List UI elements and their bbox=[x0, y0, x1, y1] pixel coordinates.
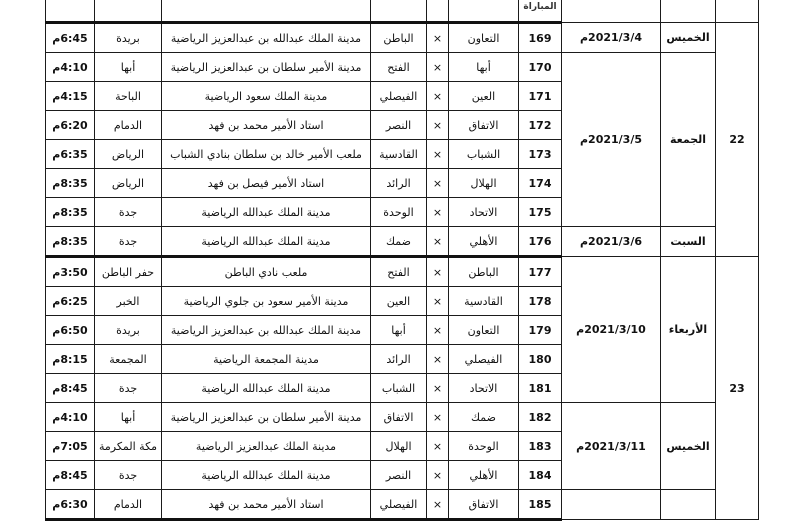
stadium-name: استاد الأمير محمد بن فهد bbox=[162, 490, 371, 520]
home-team: الاتفاق bbox=[449, 111, 519, 140]
match-schedule-table bbox=[45, 0, 759, 521]
versus-icon: × bbox=[427, 287, 449, 316]
kickoff-time: 4:15م bbox=[46, 82, 95, 111]
match-number: 177 bbox=[519, 257, 562, 287]
home-team: الأهلي bbox=[449, 227, 519, 257]
match-number: 175 bbox=[519, 198, 562, 227]
city-name: مكة المكرمة bbox=[95, 432, 162, 461]
match-date: 2021/3/11م bbox=[562, 403, 661, 490]
away-team: الاتفاق bbox=[371, 403, 427, 432]
stadium-name: ملعب نادي الباطن bbox=[162, 257, 371, 287]
versus-icon: × bbox=[427, 140, 449, 169]
versus-icon: × bbox=[427, 374, 449, 403]
stadium-name: مدينة الأمير سلطان بن عبدالعزيز الرياضية bbox=[162, 403, 371, 432]
match-row bbox=[46, 490, 759, 520]
home-team: الوحدة bbox=[449, 432, 519, 461]
day-name: الخميس bbox=[661, 403, 716, 490]
away-team: الفتح bbox=[371, 257, 427, 287]
away-team: الوحدة bbox=[371, 198, 427, 227]
versus-icon: × bbox=[427, 490, 449, 520]
city-name: الرياض bbox=[95, 169, 162, 198]
match-number: 179 bbox=[519, 316, 562, 345]
home-team: أبها bbox=[449, 53, 519, 82]
match-number: 173 bbox=[519, 140, 562, 169]
match-row bbox=[46, 403, 759, 432]
kickoff-time: 4:10م bbox=[46, 53, 95, 82]
stadium-name: استاد الأمير فيصل بن فهد bbox=[162, 169, 371, 198]
stadium-name: مدينة الملك عبدالله بن عبدالعزيز الرياضية bbox=[162, 23, 371, 53]
kickoff-time: 7:05م bbox=[46, 432, 95, 461]
home-team: الاتحاد bbox=[449, 374, 519, 403]
header-cell bbox=[162, 0, 371, 23]
city-name: جدة bbox=[95, 461, 162, 490]
city-name: الدمام bbox=[95, 490, 162, 520]
match-number: 172 bbox=[519, 111, 562, 140]
home-team: الشباب bbox=[449, 140, 519, 169]
match-row bbox=[46, 23, 759, 53]
city-name: أبها bbox=[95, 53, 162, 82]
match-row bbox=[46, 53, 759, 82]
match-number: 185 bbox=[519, 490, 562, 520]
header-cell bbox=[95, 0, 162, 23]
header-round-cell bbox=[716, 0, 759, 23]
city-name: جدة bbox=[95, 227, 162, 257]
header-row bbox=[46, 0, 759, 23]
away-team: أبها bbox=[371, 316, 427, 345]
city-name: الرياض bbox=[95, 140, 162, 169]
home-team: التعاون bbox=[449, 23, 519, 53]
match-number: 183 bbox=[519, 432, 562, 461]
day-name: الخميس bbox=[661, 23, 716, 53]
match-number: 169 bbox=[519, 23, 562, 53]
match-row bbox=[46, 227, 759, 257]
home-team: الاتحاد bbox=[449, 198, 519, 227]
away-team: الباطن bbox=[371, 23, 427, 53]
match-number: 174 bbox=[519, 169, 562, 198]
home-team: الباطن bbox=[449, 257, 519, 287]
versus-icon: × bbox=[427, 345, 449, 374]
stadium-name: مدينة الملك عبدالله بن عبدالعزيز الرياضية bbox=[162, 316, 371, 345]
away-team: الرائد bbox=[371, 169, 427, 198]
kickoff-time: 6:50م bbox=[46, 316, 95, 345]
city-name: جدة bbox=[95, 198, 162, 227]
round-number: 22 bbox=[716, 23, 759, 257]
day-name: الأربعاء bbox=[661, 257, 716, 403]
header-cell bbox=[46, 0, 95, 23]
city-name: جدة bbox=[95, 374, 162, 403]
kickoff-time: 8:35م bbox=[46, 169, 95, 198]
match-date: 2021/3/10م bbox=[562, 257, 661, 403]
match-number: 180 bbox=[519, 345, 562, 374]
match-number: 171 bbox=[519, 82, 562, 111]
match-number: 181 bbox=[519, 374, 562, 403]
day-name bbox=[661, 490, 716, 520]
kickoff-time: 3:50م bbox=[46, 257, 95, 287]
home-team: الأهلي bbox=[449, 461, 519, 490]
header-date-cell bbox=[562, 0, 661, 23]
stadium-name: مدينة الملك عبدالله الرياضية bbox=[162, 198, 371, 227]
city-name: بريدة bbox=[95, 23, 162, 53]
header-cell bbox=[427, 0, 449, 23]
match-number: 182 bbox=[519, 403, 562, 432]
away-team: النصر bbox=[371, 461, 427, 490]
stadium-name: مدينة الملك عبدالله الرياضية bbox=[162, 461, 371, 490]
kickoff-time: 8:35م bbox=[46, 227, 95, 257]
away-team: الرائد bbox=[371, 345, 427, 374]
stadium-name: مدينة الأمير سلطان بن عبدالعزيز الرياضية bbox=[162, 53, 371, 82]
versus-icon: × bbox=[427, 169, 449, 198]
versus-icon: × bbox=[427, 82, 449, 111]
match-number: 170 bbox=[519, 53, 562, 82]
match-number: 184 bbox=[519, 461, 562, 490]
kickoff-time: 8:45م bbox=[46, 374, 95, 403]
away-team: ضمك bbox=[371, 227, 427, 257]
stadium-name: مدينة الملك عبدالعزيز الرياضية bbox=[162, 432, 371, 461]
city-name: أبها bbox=[95, 403, 162, 432]
home-team: الاتفاق bbox=[449, 490, 519, 520]
home-team: العين bbox=[449, 82, 519, 111]
match-date: 2021/3/6م bbox=[562, 227, 661, 257]
kickoff-time: 6:25م bbox=[46, 287, 95, 316]
away-team: الفيصلي bbox=[371, 490, 427, 520]
match-date: 2021/3/4م bbox=[562, 23, 661, 53]
away-team: العين bbox=[371, 287, 427, 316]
home-team: القادسية bbox=[449, 287, 519, 316]
versus-icon: × bbox=[427, 432, 449, 461]
versus-icon: × bbox=[427, 227, 449, 257]
stadium-name: مدينة الملك عبدالله الرياضية bbox=[162, 374, 371, 403]
day-name: السبت bbox=[661, 227, 716, 257]
city-name: الباحة bbox=[95, 82, 162, 111]
kickoff-time: 8:35م bbox=[46, 198, 95, 227]
away-team: الهلال bbox=[371, 432, 427, 461]
away-team: الفتح bbox=[371, 53, 427, 82]
kickoff-time: 6:45م bbox=[46, 23, 95, 53]
home-team: الهلال bbox=[449, 169, 519, 198]
stadium-name: مدينة المجمعة الرياضية bbox=[162, 345, 371, 374]
versus-icon: × bbox=[427, 53, 449, 82]
day-name: الجمعة bbox=[661, 53, 716, 227]
match-number: 176 bbox=[519, 227, 562, 257]
away-team: الفيصلي bbox=[371, 82, 427, 111]
versus-icon: × bbox=[427, 461, 449, 490]
kickoff-time: 8:45م bbox=[46, 461, 95, 490]
round-number: 23 bbox=[716, 257, 759, 520]
match-date: 2021/3/5م bbox=[562, 53, 661, 227]
home-team: ضمك bbox=[449, 403, 519, 432]
stadium-name: مدينة الأمير سعود بن جلوي الرياضية bbox=[162, 287, 371, 316]
kickoff-time: 6:20م bbox=[46, 111, 95, 140]
match-row bbox=[46, 257, 759, 287]
header-cell bbox=[449, 0, 519, 23]
kickoff-time: 8:15م bbox=[46, 345, 95, 374]
match-date bbox=[562, 490, 661, 520]
home-team: التعاون bbox=[449, 316, 519, 345]
home-team: الفيصلي bbox=[449, 345, 519, 374]
header-cell bbox=[371, 0, 427, 23]
header-day-cell bbox=[661, 0, 716, 23]
away-team: النصر bbox=[371, 111, 427, 140]
header-match-no: المباراة bbox=[519, 0, 562, 23]
stadium-name: مدينة الملك عبدالله الرياضية bbox=[162, 227, 371, 257]
kickoff-time: 4:10م bbox=[46, 403, 95, 432]
city-name: الخبر bbox=[95, 287, 162, 316]
versus-icon: × bbox=[427, 257, 449, 287]
kickoff-time: 6:30م bbox=[46, 490, 95, 520]
city-name: الدمام bbox=[95, 111, 162, 140]
match-number: 178 bbox=[519, 287, 562, 316]
versus-icon: × bbox=[427, 23, 449, 53]
away-team: القادسية bbox=[371, 140, 427, 169]
city-name: حفر الباطن bbox=[95, 257, 162, 287]
stadium-name: استاد الأمير محمد بن فهد bbox=[162, 111, 371, 140]
schedule-sheet bbox=[45, 0, 758, 511]
stadium-name: ملعب الأمير خالد بن سلطان بنادي الشباب bbox=[162, 140, 371, 169]
versus-icon: × bbox=[427, 403, 449, 432]
versus-icon: × bbox=[427, 198, 449, 227]
city-name: بريدة bbox=[95, 316, 162, 345]
kickoff-time: 6:35م bbox=[46, 140, 95, 169]
versus-icon: × bbox=[427, 111, 449, 140]
stadium-name: مدينة الملك سعود الرياضية bbox=[162, 82, 371, 111]
away-team: الشباب bbox=[371, 374, 427, 403]
city-name: المجمعة bbox=[95, 345, 162, 374]
versus-icon: × bbox=[427, 316, 449, 345]
